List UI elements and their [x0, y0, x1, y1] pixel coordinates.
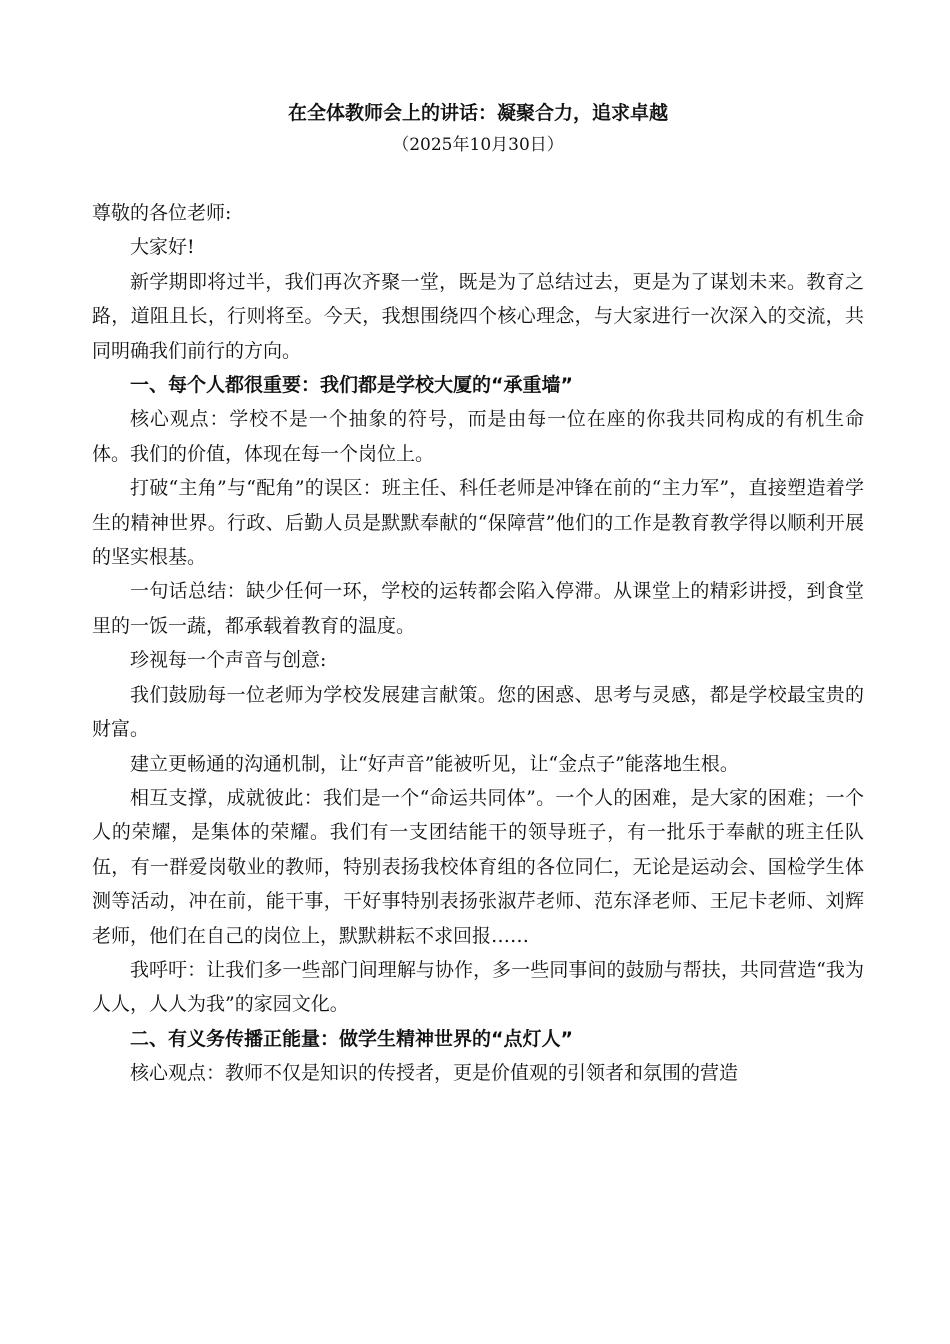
- paragraph: 核心观点：教师不仅是知识的传授者，更是价值观的引领者和氛围的营造: [130, 1062, 739, 1085]
- paragraph: 核心观点：学校不是一个抽象的符号，而是由每一位在座的你我共同构成的有机生命体。我们的价值，体现在每一个岗位上。: [92, 408, 864, 465]
- document-title: 在全体教师会上的讲话：凝聚合力，追求卓越: [287, 102, 668, 124]
- paragraph: 珍视每一个声音与创意:: [130, 649, 327, 672]
- paragraph: 相互支撑，成就彼此：我们是一个“命运共同体”。一个人的困难，是大家的困难；一个人的荣耀，是集体的荣耀。我们有一支团结能干的领导班子，有一批乐于奉献的班主任队伍，有一群爱岗敬业的教师，特别表扬我校体育组的各位同仁，无论是运动会、国检学生体测等活动，冲在前，能干事，干好事特别表扬张淑芹老师、范东泽老师、王尼卡老师、刘辉老师，他们在自己的岗位上，默默耕耘不求回报……: [92, 786, 864, 947]
- paragraph-intro: 新学期即将过半，我们再次齐聚一堂，既是为了总结过去，更是为了谋划未来。教育之路，道阻且长，行则将至。今天，我想围绕四个核心理念，与大家进行一次深入的交流，共同明确我们前行的方向。: [92, 270, 864, 362]
- greeting: 大家好!: [130, 236, 195, 259]
- section-heading-1: 一、每个人都很重要：我们都是学校大厦的“承重墙”: [130, 374, 573, 397]
- paragraph: 我呼吁：让我们多一些部门间理解与协作，多一些同事间的鼓励与帮扶，共同营造“我为人人，人人为我”的家园文化。: [92, 958, 864, 1016]
- document-page: [92, 96, 864, 1091]
- paragraph: 打破“主角”与“配角”的误区：班主任、科任老师是冲锋在前的“主力军”，直接塑造着学生的精神世界。行政、后勤人员是默默奉献的“保障营”他们的工作是教育教学得以顺利开展的坚实根基。: [92, 477, 864, 569]
- section-heading-2: 二、有义务传播正能量：做学生精神世界的“点灯人”: [130, 1027, 573, 1050]
- paragraph: 一句话总结：缺少任何一环，学校的运转都会陷入停滞。从课堂上的精彩讲授，到食堂里的一饭一蔬，都承载着教育的温度。: [92, 580, 864, 637]
- salutation: 尊敬的各位老师:: [92, 202, 232, 224]
- paragraph: 建立更畅通的沟通机制，让“好声音”能被听见，让“金点子”能落地生根。: [130, 752, 739, 775]
- paragraph: 我们鼓励每一位老师为学校发展建言献策。您的困惑、思考与灵感，都是学校最宝贵的财富。: [92, 683, 864, 741]
- document-date: （2025年10月30日）: [392, 135, 564, 155]
